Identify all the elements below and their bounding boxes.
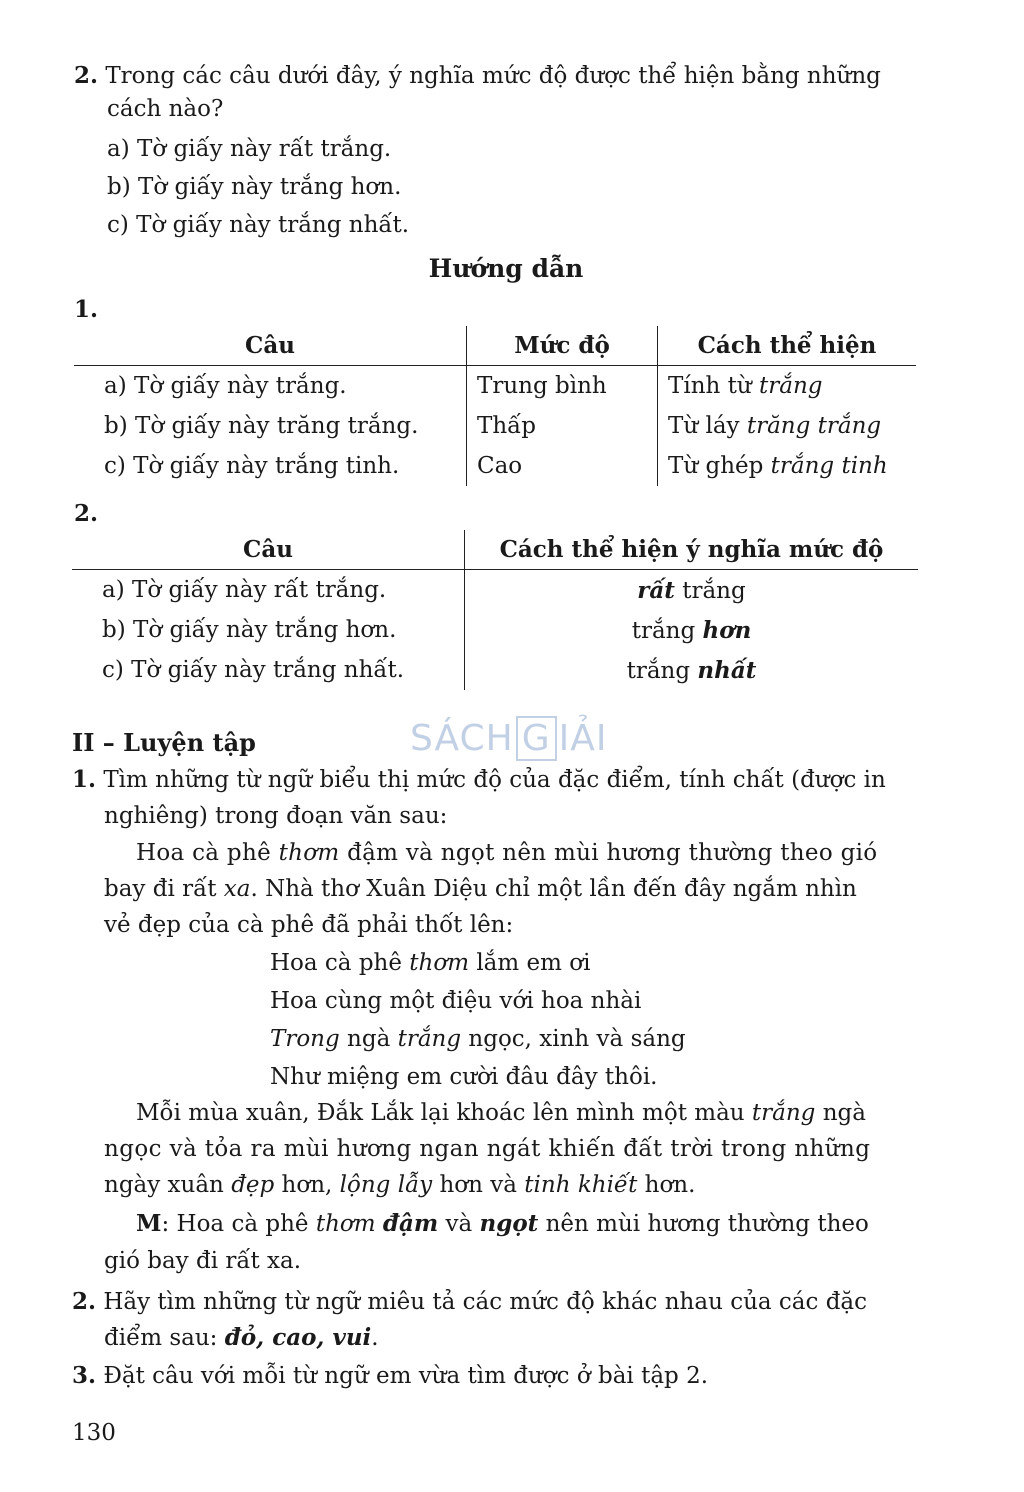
practice-heading: II – Luyện tập (72, 728, 256, 757)
poem-line-3 (270, 1026, 686, 1052)
table-row (74, 446, 916, 486)
way-emphasis: hơn (702, 616, 752, 644)
watermark-part: IẢI (558, 718, 608, 759)
paragraph-2-line3 (104, 1172, 695, 1198)
question-text: Trong các câu dưới đây, ý nghĩa mức độ được thể hiện bằng những (105, 63, 881, 89)
guide-table-2 (72, 530, 918, 690)
exercise-text: Tìm những từ ngữ biểu thị mức độ của đặc điểm, tính chất (được in (103, 767, 886, 793)
text-run: . Nhà thơ Xuân Diệu chỉ một lần đến đây ngắm nhìn (250, 876, 857, 902)
text-run: lắm em ơi (469, 950, 591, 976)
way-prefix: Từ ghép (668, 453, 771, 479)
question-option-c: c) Tờ giấy này trắng nhất. (107, 212, 410, 238)
text-run: đậm và ngọt nên mùi hương thường theo gió (339, 840, 878, 866)
text-run: trắng (751, 1100, 816, 1126)
exercise-number: 1. (72, 766, 97, 793)
table1-cell-sentence: c) Tờ giấy này trắng tinh. (104, 453, 400, 479)
example-line1 (136, 1210, 869, 1237)
text-run: : Hoa cà phê (161, 1211, 316, 1237)
table2-header-way: Cách thể hiện ý nghĩa mức độ (465, 530, 919, 570)
text-run: Trong (270, 1026, 340, 1052)
text-run: nên mùi hương thường theo (538, 1211, 869, 1237)
way-emphasis: rất (637, 576, 675, 604)
way-prefix: Tính từ (668, 373, 760, 399)
text-run: xa (223, 876, 251, 902)
way-post: trắng (674, 577, 746, 604)
question-option-a: a) Tờ giấy này rất trắng. (107, 136, 392, 162)
exercise-number: 2. (72, 1288, 97, 1315)
way-pre: trắng (631, 617, 703, 644)
example-label: M (136, 1210, 162, 1237)
table1-cell-way (658, 406, 917, 446)
text-run: hơn và (432, 1172, 525, 1198)
table2-cell-sentence: c) Tờ giấy này trắng nhất. (102, 657, 405, 683)
paragraph-2-line1 (136, 1100, 866, 1126)
question-number: 2. (74, 62, 99, 89)
text-run: hơn, (274, 1172, 340, 1198)
poem-line-1 (270, 950, 590, 976)
table1-cell-sentence: a) Tờ giấy này trắng. (104, 373, 347, 399)
way-word: trắng tinh (770, 453, 888, 479)
text-run: và (438, 1211, 480, 1237)
text-run: tinh khiết (524, 1172, 638, 1198)
text-run: bay đi rất (104, 876, 224, 902)
exercise-number: 3. (72, 1362, 97, 1389)
text-run (376, 1211, 383, 1237)
table1-cell-level: Trung bình (467, 366, 658, 407)
paragraph-1-line2 (104, 876, 857, 902)
text-run: ngà (815, 1100, 866, 1126)
text-run: ngà (339, 1026, 398, 1052)
table-row (72, 650, 918, 690)
table2-cell-sentence: b) Tờ giấy này trắng hơn. (102, 617, 397, 643)
poem-line-4: Như miệng em cười đâu đây thôi. (270, 1064, 658, 1090)
table-row (72, 610, 918, 650)
table2-cell-sentence: a) Tờ giấy này rất trắng. (102, 577, 387, 603)
text-run: đậm (382, 1210, 439, 1237)
table-row (72, 570, 918, 611)
text-run: điểm sau: (104, 1325, 225, 1351)
paragraph-1-line1 (136, 840, 877, 866)
table2-header-sentence: Câu (243, 536, 293, 563)
text-run: đỏ, cao, vui (224, 1324, 372, 1351)
text-run: đẹp (231, 1172, 275, 1198)
exercise-3-line1 (72, 1362, 708, 1389)
table1-cell-level: Thấp (467, 406, 658, 446)
table1-header-sentence: Câu (245, 332, 295, 359)
guide-title: Hướng dẫn (428, 254, 584, 283)
exercise-1-line1 (72, 766, 886, 793)
exercise-2-line1 (72, 1288, 867, 1315)
page-number: 130 (72, 1420, 116, 1446)
text-run: thơm (278, 840, 340, 866)
way-word: trắng (759, 373, 823, 399)
way-word: trăng trắng (746, 413, 882, 439)
example-line2: gió bay đi rất xa. (104, 1248, 302, 1274)
table1-cell-way (658, 366, 917, 407)
question-2-line2: cách nào? (107, 96, 224, 122)
table1-header-way: Cách thể hiện (658, 326, 917, 366)
question-2-line1 (74, 62, 881, 89)
table2-cell-way (465, 610, 919, 650)
table2-cell-way (465, 650, 919, 690)
text-run: thơm (315, 1211, 376, 1237)
text-run: thơm (409, 950, 470, 976)
table1-cell-sentence: b) Tờ giấy này trăng trắng. (104, 413, 419, 439)
table1-header-level: Mức độ (467, 326, 658, 366)
paragraph-2-line2: ngọc và tỏa ra mùi hương ngan ngát khiến đất trời trong những (104, 1136, 871, 1162)
text-run: ngọc, xinh và sáng (461, 1026, 686, 1052)
table1-cell-level: Cao (467, 446, 658, 486)
exercise-1-line2: nghiêng) trong đoạn văn sau: (104, 803, 448, 829)
table1-cell-way (658, 446, 917, 486)
watermark-logo (410, 716, 608, 761)
exercise-text: Hãy tìm những từ ngữ miêu tả các mức độ khác nhau của các đặc (103, 1289, 868, 1315)
text-run: Hoa cà phê (270, 950, 410, 976)
question-option-b: b) Tờ giấy này trắng hơn. (107, 174, 402, 200)
guide-item-2-number: 2. (74, 500, 99, 527)
way-prefix: Từ láy (668, 413, 747, 439)
text-run: trắng (397, 1026, 462, 1052)
text-run: . (371, 1325, 379, 1351)
table-row (74, 406, 916, 446)
exercise-text: Đặt câu với mỗi từ ngữ em vừa tìm được ở bài tập 2. (103, 1363, 709, 1389)
way-emphasis: nhất (697, 656, 757, 684)
table2-cell-way (465, 570, 919, 611)
poem-line-2: Hoa cùng một điệu với hoa nhài (270, 988, 642, 1014)
paragraph-1-line3: vẻ đẹp của cà phê đã phải thốt lên: (104, 912, 514, 938)
way-pre: trắng (626, 657, 698, 684)
watermark-part: SÁCH (410, 718, 514, 759)
exercise-2-line2 (104, 1324, 379, 1351)
text-run: ngọt (479, 1210, 539, 1237)
text-run: Mỗi mùa xuân, Đắk Lắk lại khoác lên mình một màu (136, 1100, 752, 1126)
text-run: lộng lẫy (339, 1172, 433, 1198)
text-run: hơn. (637, 1172, 696, 1198)
table-row (74, 366, 916, 407)
guide-item-1-number: 1. (74, 296, 99, 323)
guide-table-1 (74, 326, 916, 486)
text-run: ngày xuân (104, 1172, 232, 1198)
text-run: Hoa cà phê (136, 840, 279, 866)
watermark-part: G (516, 716, 557, 761)
